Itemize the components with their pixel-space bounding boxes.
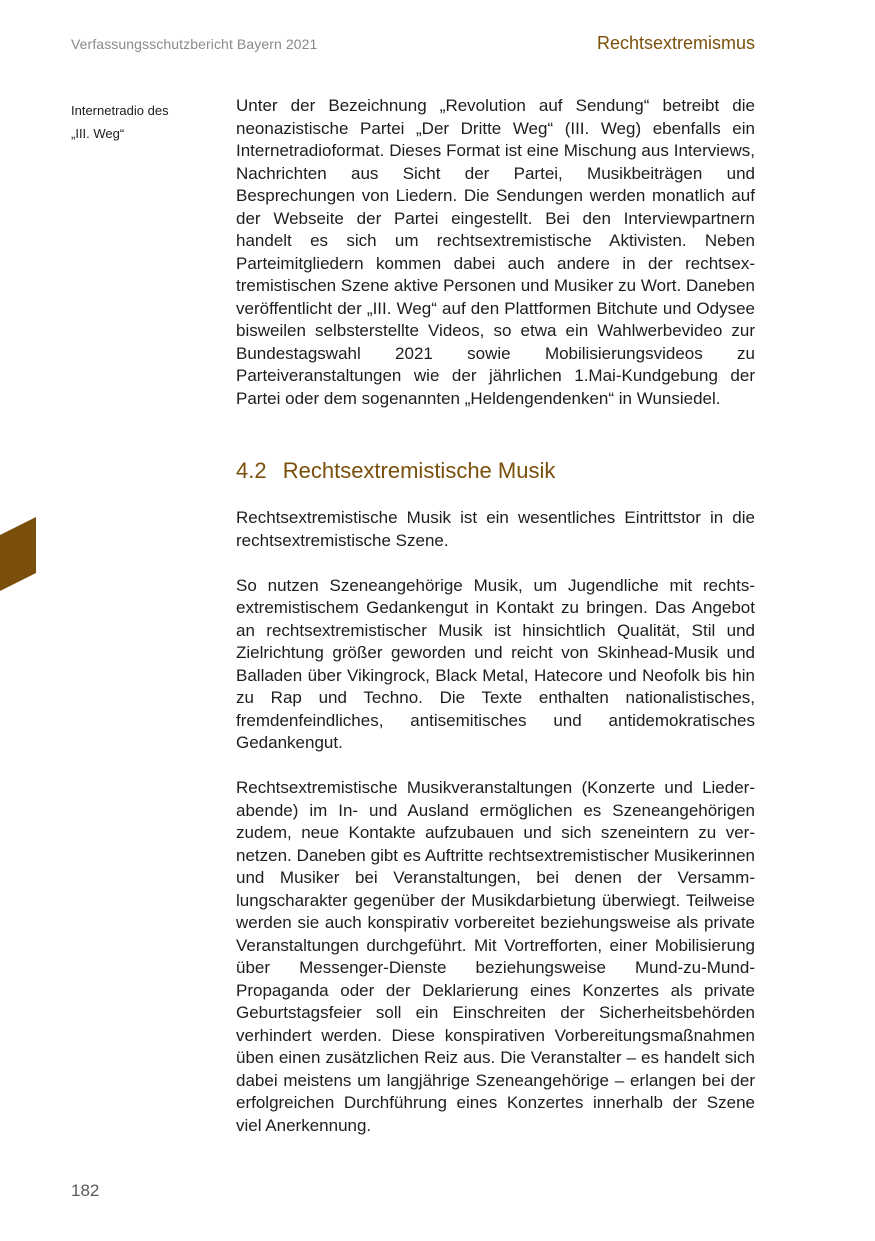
marginal-note	[71, 99, 211, 145]
section-title: Rechtsextremistische Musik	[282, 458, 556, 483]
intro-paragraph: Unter der Bezeichnung „Revolution auf Sendung“ betreibt die neonazistische Partei „Der Dritte Weg“ (III. Weg) ebenfalls ein Internetradioformat. Dieses Format ist eine Mischung aus Interviews, Nachrichten aus Sicht der Partei, Musikbeiträgen und Besprechungen von Liedern. Die Sendungen werden monatlich auf der Webseite der Partei eingestellt. Bei den Interviewpartnern handelt es sich um rechtsextremistische Aktivisten. Neben Parteimitgliedern kommen dabei auch andere in der rechtsextremistischen Szene aktive Personen und Musiker zu Wort. Daneben veröffentlicht der „III. Weg“ auf den Plattformen Bitchute und Odysee bisweilen selbsterstellte Videos, so etwa ein Wahlwerbevideo zur Bundestagswahl 2021 sowie Mobilisierungsvideos zu Parteiveranstaltungen wie der jährlichen 1.Mai-Kundgebung der Partei oder dem sogenannten „Heldengendenken“ in Wunsiedel.	[236, 96, 755, 408]
section-number: 4.2	[236, 458, 267, 483]
marginal-note-line-2: „III. Weg“	[71, 126, 125, 141]
body-paragraph: Rechtsextremistische Musikveranstaltungen (Konzerte und Liederabende) im In- und Ausland ermöglichen es Szeneangehörigen zudem, neue Kontakte aufzubauen und sich szeneintern zu vernetzen. Daneben gibt es Auftritte rechtsextremistischer Musikerinnen und Musiker bei Veranstaltungen, bei denen der Versammlungscharakter gegenüber der Musikdarbietung überwiegt. Teilweise werden sie auch konspirativ vorbereitet beziehungsweise als private Veranstaltungen durchgeführt. Mit Vortrefforten, einer Mobilisierung über Messenger-Dienste beziehungsweise Mund-zu-Mund-Propaganda oder der Deklarierung eines Konzertes als private Geburtstagsfeier soll ein Einschreiten der Sicherheitsbehörden verhindert werden. Diese konspirativen Vorbereitungsmaßnahmen üben einen zusätzlichen Reiz aus. Die Veranstalter – es handelt sich dabei meistens um langjährige Szeneangehörige – erlangen bei der erfolgreichen Durchführung eines Konzertes innerhalb der Szene viel Anerkennung.	[236, 778, 755, 1135]
marginal-note-line-1: Internetradio des	[71, 103, 169, 118]
chapter-tab-marker	[0, 517, 36, 591]
running-head-publication: Verfassungsschutzbericht Bayern 2021	[71, 36, 318, 52]
page-number: 182	[71, 1181, 100, 1200]
body-paragraph: Rechtsextremistische Musik ist ein wesentliches Eintrittstor in die rechtsextremistische Szene.	[236, 508, 755, 550]
running-head-chapter: Rechtsextremismus	[596, 33, 755, 53]
main-text-column	[236, 95, 755, 1137]
section-heading	[236, 457, 755, 485]
body-paragraph: So nutzen Szeneangehörige Musik, um Jugendliche mit rechtsextremistischem Gedankengut in Kontakt zu bringen. Das Angebot an rechtsextremistischer Musik ist hinsichtlich Qualität, Stil und Zielrichtung größer geworden und reicht von Skinhead-Musik und Balladen über Vikingrock, Black Metal, Hatecore und Neofolk bis hin zu Rap und Techno. Die Texte enthalten nationalistisches, fremdenfeindliches, antisemitisches und antidemokratisches Gedankengut.	[236, 575, 755, 752]
